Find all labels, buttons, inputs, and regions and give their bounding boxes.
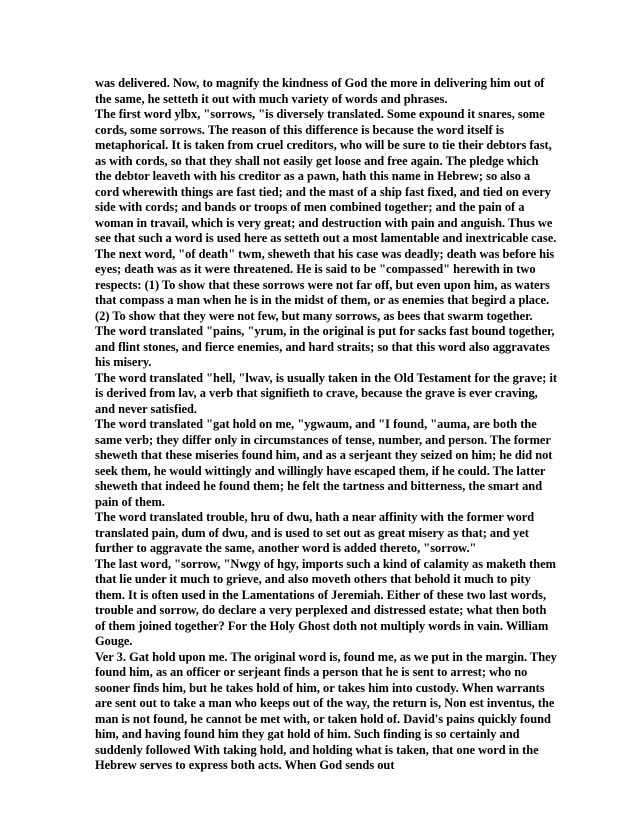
document-body — [95, 76, 557, 774]
paragraph-of-death: The next word, "of death" twm, sheweth that his case was deadly; death was before his eyes; death was as it were threatened. He is said to be "compassed" herewith in two respects: (1) To show that these sorrows were not far off, but even upon him, as waters that compass a man when he is in the midst of them, or as enemies that begird a place. (2) To show that they were not few, but many sorrows, as bees that swarm together. — [95, 246, 555, 323]
paragraph-pains: The word translated "pains, "yrum, in the original is put for sacks fast bound together, and flint stones, and fierce enemies, and hard straits; so that this word also aggravates his misery. — [95, 324, 555, 369]
paragraph-verse-3: Ver 3. Gat hold upon me. The original word is, found me, as we put in the margin. They found him, as an officer or serjeant finds a person that he is sent to arrest; who no sooner finds him, but he takes hold of him, or takes him into custody. When warrants are sent out to take a man who keeps out of the way, the return is, Non est inventus, the man is not found, he cannot be met with, or taken hold of. David's pains quickly found him, and having found him they gat hold of him. Such finding is so certainly and suddenly followed With taking hold, and holding what is taken, that one word in the Hebrew serves to express both acts. When God sends out — [95, 649, 557, 772]
paragraph-sorrows: The first word ylbx, "sorrows, "is diversely translated. Some expound it snares, some cords, some sorrows. The reason of this difference is because the word itself is metaphorical. It is taken from cruel creditors, who will be sure to tie their debtors fast, as with cords, so that they shall not easily get loose and free again. The pledge which the debtor leaveth with his creditor as a pawn, hath this name in Hebrew; so also a cord wherewith things are fast tied; and the mast of a ship fast fixed, and tied on every side with cords; and bands or troops of men combined together; and the pain of a woman in travail, which is very great; and destruction with pain and anguish. Thus we see that such a word is used here as setteth out a most lamentable and inextricable case. — [95, 107, 557, 245]
paragraph-continuation: was delivered. Now, to magnify the kindness of God the more in delivering him out of the same, he setteth it out with much variety of words and phrases. — [95, 76, 545, 106]
paragraph-trouble: The word translated trouble, hru of dwu, hath a near affinity with the former word translated pain, dum of dwu, and is used to set out as great misery as that; and yet further to aggravate the same, another word is added thereto, "sorrow." — [95, 510, 535, 555]
paragraph-sorrow: The last word, "sorrow, "Nwgy of hgy, imports such a kind of calamity as maketh them that lie under it much to grieve, and also moveth others that behold it much to pity them. It is often used in the Lamentations of Jeremiah. Either of these two last words, trouble and sorrow, do declare a very perplexed and distressed estate; what then both of them joined together? For the Holy Ghost doth not multiply words in vain. William Gouge. — [95, 556, 556, 648]
paragraph-gat-hold: The word translated "gat hold on me, "ygwaum, and "I found, "auma, are both the same verb; they differ only in circumstances of tense, number, and person. The former sheweth that these miseries found him, and as a serjeant they seized on him; he did not seek them, he would wittingly and willingly have escaped them, if he could. The latter sheweth that indeed he found them; he felt the tartness and bitterness, the smart and pain of them. — [95, 417, 553, 509]
paragraph-hell: The word translated "hell, "lwav, is usually taken in the Old Testament for the grave; it is derived from lav, a verb that signifieth to crave, because the grave is ever craving, and never satisfied. — [95, 370, 558, 416]
